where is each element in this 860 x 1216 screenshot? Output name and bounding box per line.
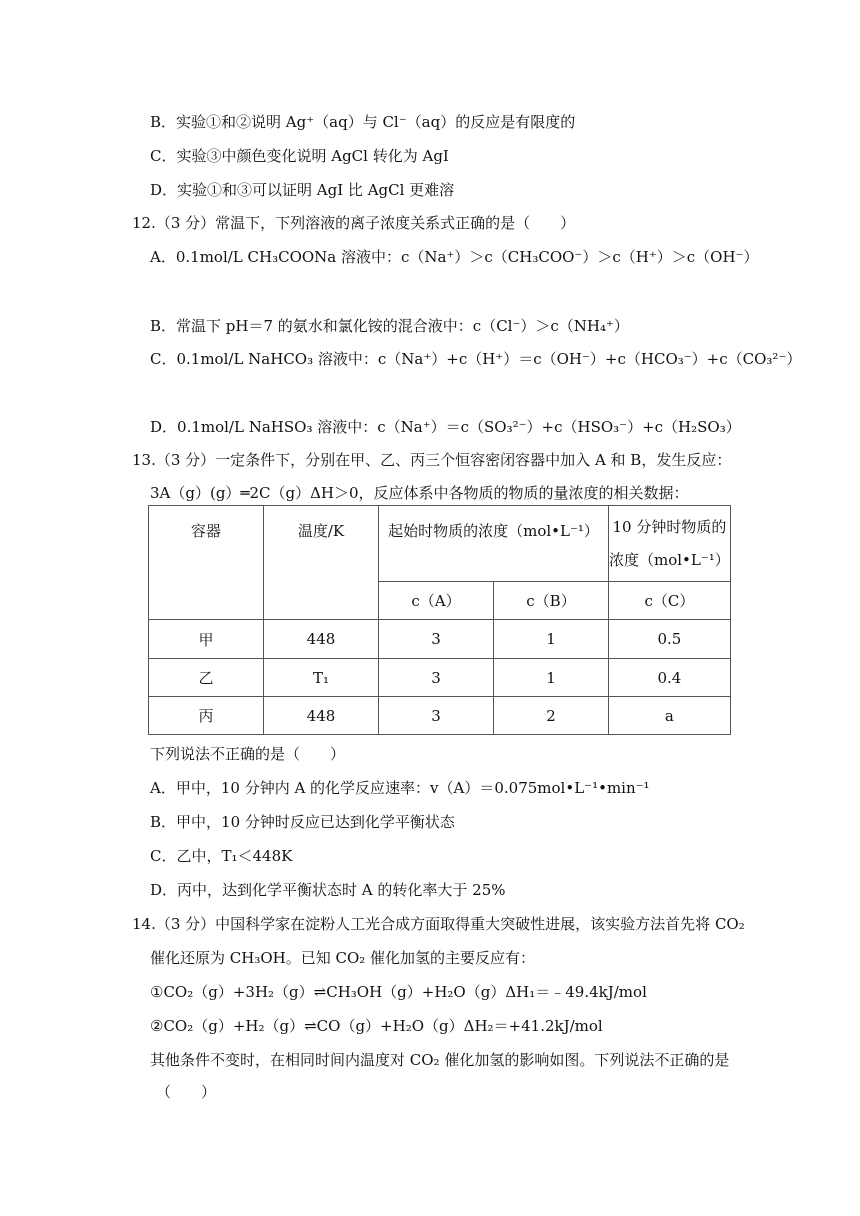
- table-cell-container: 乙: [149, 659, 264, 697]
- table-header-ten-minute-line1: 10 分钟时物质的: [612, 517, 727, 536]
- q13-ask: 下列说法不正确的是（ ）: [150, 745, 346, 763]
- table-cell-temperature: T₁: [264, 659, 379, 697]
- q12-option-d: D．0.1mol/L NaHSO₃ 溶液中：c（Na⁺）＝c（SO₃²⁻）+c（HSO₃⁻）+c（H₂SO₃）: [150, 418, 741, 436]
- q13-stem-line2: 3A（g）(g）═2C（g）ΔH＞0，反应体系中各物质的物质的量浓度的相关数据：: [150, 484, 689, 502]
- table-row: [149, 620, 731, 659]
- q14-reaction-2: ②CO₂（g）+H₂（g）⇌CO（g）+H₂O（g）ΔH₂＝+41.2kJ/mol: [150, 1017, 603, 1035]
- table-cell-cb: 1: [494, 659, 609, 697]
- q13-option-b: B．甲中，10 分钟时反应已达到化学平衡状态: [150, 813, 455, 831]
- q11-option-c: C．实验③中颜色变化说明 AgCl 转化为 AgI: [150, 147, 449, 165]
- q14-stem-line3: 其他条件不变时，在相同时间内温度对 CO₂ 催化加氢的影响如图。下列说法不正确的是: [150, 1051, 730, 1069]
- q13-option-a: A．甲中，10 分钟内 A 的化学反应速率：v（A）＝0.075mol•L⁻¹•min⁻¹: [150, 779, 650, 797]
- table-cell-temperature: 448: [264, 620, 379, 659]
- table-header-ten-minute-line2: 浓度（mol•L⁻¹）: [609, 550, 730, 569]
- q14-reaction-1: ①CO₂（g）+3H₂（g）⇌CH₃OH（g）+H₂O（g）ΔH₁＝﹣49.4kJ/mol: [150, 983, 647, 1001]
- table-cell-cc: 0.4: [609, 659, 731, 697]
- q14-stem-line1: 14.（3 分）中国科学家在淀粉人工光合成方面取得重大突破性进展，该实验方法首先将 CO₂: [132, 915, 745, 933]
- q13-data-table: [148, 505, 731, 735]
- q13-stem-line1: 13.（3 分）一定条件下，分别在甲、乙、丙三个恒容密闭容器中加入 A 和 B，发生反应：: [132, 451, 732, 469]
- table-cell-cb: 2: [494, 697, 609, 735]
- q12-option-c: C．0.1mol/L NaHCO₃ 溶液中：c（Na⁺）+c（H⁺）＝c（OH⁻）+c（HCO₃⁻）+c（CO₃²⁻）: [150, 350, 802, 368]
- table-header-cb: c（B）: [494, 582, 609, 620]
- table-header-cc: c（C）: [609, 582, 731, 620]
- table-cell-ca: 3: [379, 697, 494, 735]
- q12-option-a: A．0.1mol/L CH₃COONa 溶液中：c（Na⁺）＞c（CH₃COO⁻）＞c（H⁺）＞c（OH⁻）: [150, 248, 759, 266]
- q12-stem: 12.（3 分）常温下，下列溶液的离子浓度关系式正确的是（ ）: [132, 214, 576, 232]
- table-cell-cb: 1: [494, 620, 609, 659]
- q13-option-c: C．乙中，T₁＜448K: [150, 847, 293, 865]
- table-cell-container: 甲: [149, 620, 264, 659]
- table-row: [149, 659, 731, 697]
- q11-option-b: B．实验①和②说明 Ag⁺（aq）与 Cl⁻（aq）的反应是有限度的: [150, 113, 576, 131]
- table-cell-ca: 3: [379, 620, 494, 659]
- table-cell-container: 丙: [149, 697, 264, 735]
- table-cell-temperature: 448: [264, 697, 379, 735]
- table-header-initial-concentration: 起始时物质的浓度（mol•L⁻¹）: [379, 506, 609, 582]
- table-header-ten-minute-concentration: [609, 506, 731, 582]
- q12-option-b: B．常温下 pH＝7 的氨水和氯化铵的混合液中：c（Cl⁻）＞c（NH₄⁺）: [150, 317, 629, 335]
- q14-stem-line2: 催化还原为 CH₃OH。已知 CO₂ 催化加氢的主要反应有：: [150, 949, 536, 967]
- table-cell-cc: a: [609, 697, 731, 735]
- table-row: [149, 697, 731, 735]
- table-cell-cc: 0.5: [609, 620, 731, 659]
- table-header-container: 容器: [149, 506, 264, 620]
- table-header-temperature: 温度/K: [264, 506, 379, 620]
- q14-answer-blank: （ ）: [156, 1083, 217, 1101]
- q13-option-d: D．丙中，达到化学平衡状态时 A 的转化率大于 25%: [150, 881, 506, 899]
- table-cell-ca: 3: [379, 659, 494, 697]
- q11-option-d: D．实验①和③可以证明 AgI 比 AgCl 更难溶: [150, 181, 455, 199]
- table-header-ca: c（A）: [379, 582, 494, 620]
